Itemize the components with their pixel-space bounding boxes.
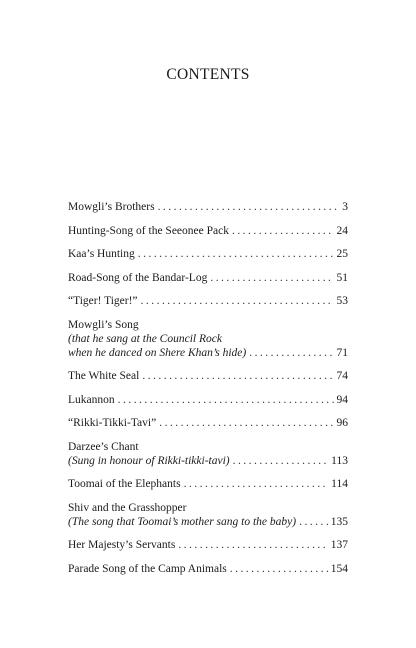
toc-entry[interactable] [68, 318, 348, 360]
toc-entry-title: Darzee’s Chant [68, 440, 139, 453]
dot-leader [118, 393, 334, 407]
toc-entry-line [68, 247, 348, 261]
toc-entry-subtitle: (that he sang at the Council Rock [68, 332, 222, 345]
toc-entry[interactable] [68, 440, 348, 468]
toc-entry-line [68, 538, 348, 552]
toc-entry-title: Parade Song of the Camp Animals [68, 562, 227, 575]
toc-page-number: 135 [330, 515, 348, 528]
toc-entry-line [68, 440, 348, 454]
toc-entry[interactable] [68, 393, 348, 407]
dot-leader [138, 247, 334, 261]
toc-entry-title: Mowgli’s Brothers [68, 201, 155, 213]
toc-entry-title: Shiv and the Grasshopper [68, 501, 187, 514]
toc-page-number: 74 [336, 370, 348, 382]
toc-page-number: 3 [342, 201, 348, 213]
toc-entry-line [68, 562, 348, 576]
toc-entry-line [68, 200, 348, 214]
toc-entry[interactable] [68, 200, 348, 214]
toc-page-number: 24 [336, 224, 348, 237]
toc-entry-line [68, 501, 348, 515]
toc-entry-title: Road-Song of the Bandar-Log [68, 271, 208, 284]
toc-entry-line [68, 294, 348, 308]
toc-entry-title: Hunting-Song of the Seeonee Pack [68, 224, 229, 237]
toc-entry-line [68, 318, 348, 332]
toc-page-number: 25 [336, 248, 348, 260]
toc-entry[interactable] [68, 416, 348, 430]
toc-page-number: 53 [336, 295, 348, 307]
toc-entry-line [68, 477, 348, 491]
toc-entry-title: “Tiger! Tiger!” [68, 295, 138, 307]
toc-entry[interactable] [68, 271, 348, 285]
toc-entry-line [68, 393, 348, 407]
toc-page-number: 154 [330, 562, 348, 575]
toc-entry-line [68, 346, 348, 360]
toc-entry-title: The White Seal [68, 370, 140, 382]
toc-entry[interactable] [68, 294, 348, 308]
dot-leader [232, 224, 334, 238]
toc-entry-line [68, 332, 348, 346]
toc-entry-title: Toomai of the Elephants [68, 478, 181, 490]
toc-entry-title: Lukannon [68, 393, 115, 406]
toc-entry-line [68, 369, 348, 383]
toc-page-number: 94 [336, 393, 348, 406]
toc-entry-title: Mowgli’s Song [68, 318, 139, 331]
toc-entry[interactable] [68, 477, 348, 491]
toc-entry-subtitle: when he danced on Shere Khan’s hide) [68, 346, 247, 359]
dot-leader [210, 271, 333, 285]
dot-leader [299, 515, 328, 529]
toc-entry[interactable] [68, 224, 348, 238]
toc-entry-title: Her Majesty’s Servants [68, 539, 176, 551]
dot-leader [158, 200, 340, 214]
toc-entry-subtitle: (Sung in honour of Rikki-tikki-tavi) [68, 454, 230, 467]
toc-page-number: 96 [336, 417, 348, 429]
dot-leader [184, 477, 329, 491]
dot-leader [233, 454, 329, 468]
dot-leader [141, 294, 334, 308]
dot-leader [142, 369, 333, 383]
toc-entry-line [68, 271, 348, 285]
toc-entry-subtitle: (The song that Toomai’s mother sang to the baby) [68, 515, 297, 528]
toc-entry-title: Kaa’s Hunting [68, 248, 135, 260]
dot-leader [159, 416, 333, 430]
toc-entry[interactable] [68, 369, 348, 383]
toc-entry[interactable] [68, 538, 348, 552]
dot-leader [178, 538, 327, 552]
toc-page-number: 51 [336, 271, 348, 284]
toc-page-number: 114 [331, 478, 348, 490]
toc-page-number: 137 [330, 539, 348, 551]
toc-entry-title: “Rikki-Tikki-Tavi” [68, 417, 157, 429]
page-title: CONTENTS [166, 66, 250, 83]
toc-entry-line [68, 224, 348, 238]
toc-entry-line [68, 515, 348, 529]
dot-leader [230, 562, 328, 576]
toc-page-number: 71 [336, 346, 348, 359]
toc-entry[interactable] [68, 247, 348, 261]
table-of-contents [68, 200, 348, 585]
dot-leader [249, 346, 333, 360]
toc-entry-line [68, 454, 348, 468]
toc-entry[interactable] [68, 562, 348, 576]
toc-entry-line [68, 416, 348, 430]
toc-entry[interactable] [68, 501, 348, 529]
toc-page-number: 113 [331, 454, 348, 467]
